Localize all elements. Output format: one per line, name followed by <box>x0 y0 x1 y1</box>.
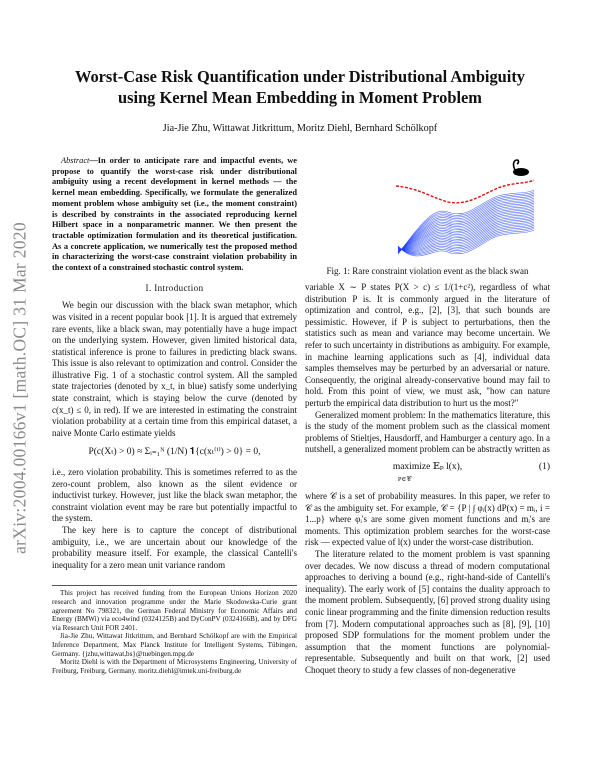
constraint-curve <box>396 180 534 203</box>
left-column <box>52 156 297 675</box>
footnote-affiliation-1: Jia-Jie Zhu, Wittawat Jitkrittum, and Bernhard Schölkopf are with the Empirical Inference Department, Max Planck Institute for Intelligent Systems, Tübingen, Germany. {jzhu,wittawat,bs}@tuebingen.mpg.de <box>52 632 297 658</box>
intro-paragraph-1: We begin our discussion with the black swan metaphor, which was visited in a recent popular book [1]. It is argued that extremely rare events, like a black swan, may potentially have a huge impact on the underlying system. However, given limited historical data, statistical inference is prone to failures in predicting black swans. This issue is also relevant to optimization and control. Consider the illustrative Fig. 1 of a stochastic control system. All the sampled state trajectories (denoted by x_t, in blue) satisfy some underlying state constraint, which is staying below the curve (denoted by c(x_t) ≤ 0, in red). If we are interested in estimating the constraint violation probability at a certain time from this empirical dataset, a naive Monte Carlo estimate yields <box>52 300 297 438</box>
intro-paragraph-2: i.e., zero violation probability. This is sometimes referred to as the zero-count problem, also known as the silent evidence or inductivist turkey. However, just like the black swan metaphor, the constraint violation event may be rare but potentially impactful to the system. <box>52 467 297 524</box>
paper-title <box>60 66 540 108</box>
author-list: Jia-Jie Zhu, Wittawat Jitkrittum, Moritz Diehl, Bernhard Schölkopf <box>162 123 438 134</box>
abstract-text: —In order to anticipate rare and impactful events, we propose to quantify the worst-case risk under distributional ambiguity using a recent development in kernel methods — the kernel mean embedding. Specifically, we formulate the generalized moment problem whose ambiguity set (i.e., the moment constraint) is described by constraints in the associated reproducing kernel Hilbert space in a nonparametric manner. We then present the tractable optimization formulation and its theoretical justification. As a concrete application, we numerically test the proposed method in characterizing the worst-case constraint violation probability in the context of a constrained stochastic control system. <box>52 156 297 273</box>
ambiguity-set-paragraph: where 𝒞 is a set of probability measures. In this paper, we refer to 𝒞 as the ambiguity set. For example, 𝒞 = {P | ∫ φᵢ(x) dP(x) = mᵢ, i = 1...p} where φᵢ's are some given moment functions and mᵢ's are moments. This optimization problem searches for the worst-case risk — expected value of l(x) under the worst-case distribution. <box>305 491 550 548</box>
moment-equation-subscript: P∈𝒞 <box>397 475 412 483</box>
abstract <box>52 156 297 274</box>
black-swan-icon <box>513 160 529 176</box>
cantelli-paragraph: variable X ∼ P states P(X > c) ≤ 1/(1+c²), regardless of what distribution P is. It is commonly argued in the literature of optimization and control, e.g., [2], [3], that such bounds are pessimistic. However, if P is subject to perturbations, then the statistics such as mean and variance may become uncertain. We refer to such uncertainty in distributions as ambiguity. For example, in machine learning applications such as [4], individual data samples themselves may be perturbed by an adversarial or nature. Consequently, the original already-conservative bound may fail to hold. From this point of view, we must ask, "how can nature perturb the empirical data distribution to hurt us the most?" <box>305 282 550 408</box>
figure-caption: Fig. 1: Rare constraint violation event as the black swan <box>326 266 529 276</box>
trajectory-line <box>398 212 534 249</box>
footnotes <box>52 585 297 675</box>
arxiv-identifier <box>8 168 32 608</box>
moment-problem-paragraph <box>305 410 550 456</box>
title-line-1: Worst-Case Risk Quantification under Distributional Ambiguity <box>74 67 526 86</box>
right-column <box>305 282 550 677</box>
footnote-affiliation-2: Moritz Diehl is with the Department of Microsystems Engineering, University of Freiburg, Freiburg, Germany. moritz.diehl@imtek.uni-freiburg.de <box>52 658 297 675</box>
footnote-funding: This project has received funding from the European Unions Horizon 2020 research and innovation programme under the Marie Skodowska-Curie grant agreement No 798321, the German Federal Ministry for Economic Affairs and Energy (BMWi) via eco4wind (0324125B) and DyConPV (0324166B), and by DFG via Research Unit FOR 2401. <box>52 589 297 632</box>
literature-paragraph: The literature related to the moment problem is vast spanning over decades. We now discuss a thread of modern computational approaches to deriving a bound (e.g., right-hand-side of Cantelli's inequality). The early work of [5] contains the duality approach to the moment problem. Subsequently, [6] proved strong duality using conic linear programming and the finite dimension reduction results from [7]. Modern computational approaches such as [8], [9], [10] proposed SDP formulations for the moment problem under the assumption that the moment functions are polynomial-representable. Subsequently and built on that work, [2] used Choquet theory to study a few classes of non-degenerative <box>305 549 550 675</box>
equation-number: (1) <box>538 461 550 472</box>
moment-problem-equation <box>305 462 550 485</box>
moment-equation-body: maximize 𝔼ₚ l(x), <box>392 461 463 472</box>
monte-carlo-equation: P(c(Xₜ) > 0) ≈ Σᵢ₌₁ᴺ (1/N) 𝟏{c(xₜ⁽ⁱ⁾) > 0} = 0, <box>88 447 261 458</box>
title-line-2: using Kernel Mean Embedding in Moment Problem <box>118 88 482 107</box>
arxiv-identifier-text: arXiv:2004.00166v1 [math.OC] 31 Mar 2020 <box>9 222 30 554</box>
intro-paragraph-3: The key here is to capture the concept of distributional ambiguity, i.e., we are uncertain about our knowledge of the probability measure itself. For example, the classical Cantelli's inequality for a zero mean unit variance random <box>52 525 297 570</box>
figure-black-swan <box>388 158 538 258</box>
section-heading-introduction: I. Introduction <box>145 282 204 293</box>
moment-problem-text: Generalized moment problem: In the mathematics literature, this is the study of the moment problem such as the classical moment problems of Stieltjes, Hausdorff, and Hamburger a century ago. In a nutshell, a generalized moment problem can be abstractly written as <box>305 409 550 455</box>
abstract-label: Abstract <box>61 156 90 165</box>
state-trajectories <box>398 190 534 256</box>
